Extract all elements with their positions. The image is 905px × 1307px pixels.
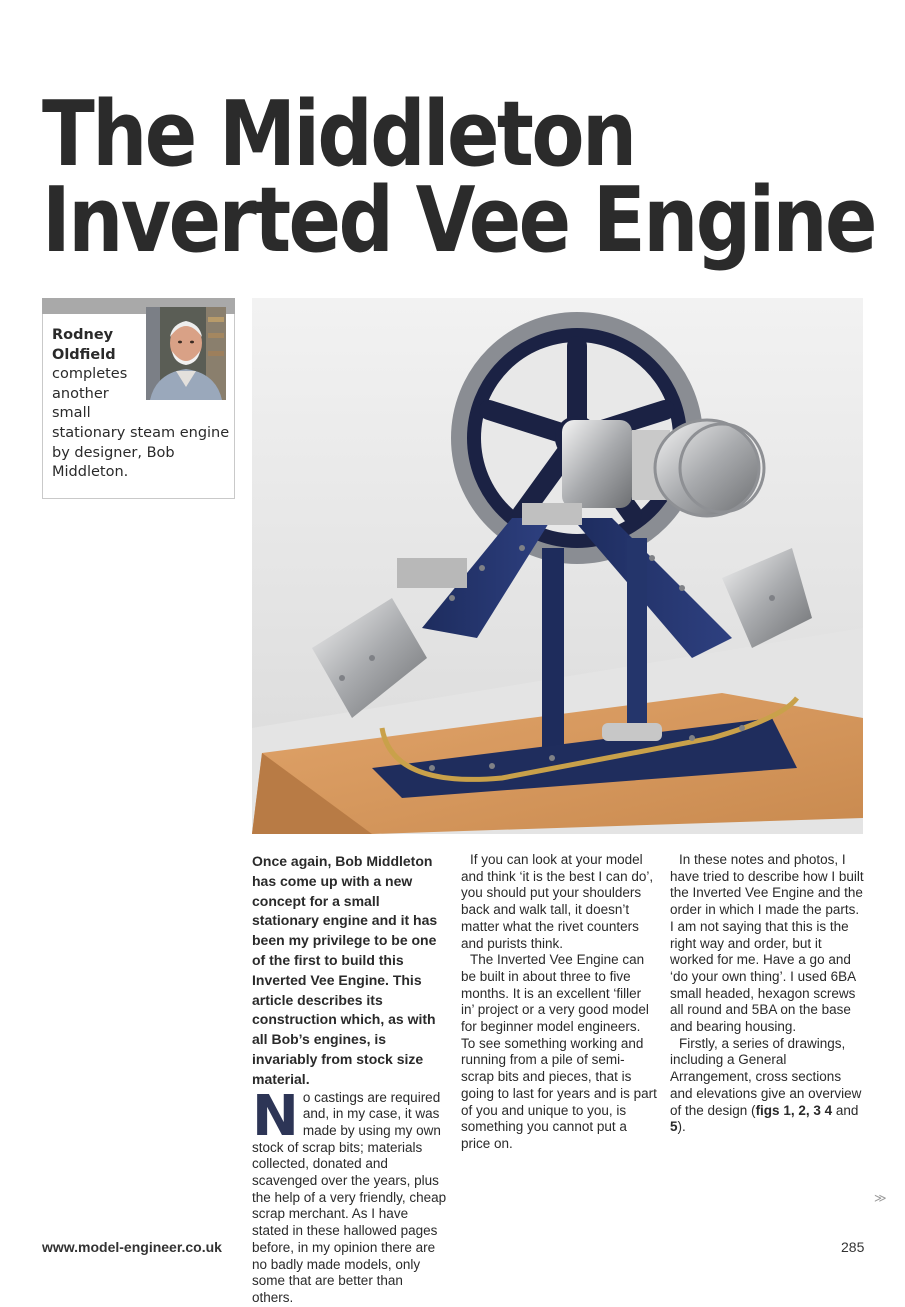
title-line-2: Inverted Vee Engine [42,168,875,273]
body-paragraph-2: If you can look at your model and think ‘it is the best I can do’, you should put your shoulders back and walk tall, it doesn’t matter what the rivet counters and purists think. [461,852,654,951]
p5-and: and [832,1102,859,1118]
page-number: 285 [841,1239,865,1255]
text-column-3 [670,852,865,1136]
figure-ref-5: 5 [670,1119,678,1135]
continue-chevron-icon: ≫ [874,1191,885,1205]
body-paragraph-1-text: o castings are required and, in my case, it was made by using my own stock of scrap bits; materials collected, donated and scavenged over the years, plus the help of a very friendly, cheap scrap merchant. As I have stated in these hallowed pages before, in my opinion there are no badly made models, only some that are better than others. [252,1089,447,1305]
body-paragraph-4: In these notes and photos, I have tried to describe how I built the Inverted Vee Engine and the order in which I made the parts. I am not saying that this is the right way and order, but it worked for me. Have a go and ‘do your own thing’. I used 6BA small headed, hexagon screws all round and 5BA on the base and bearing housing. [670,852,864,1035]
author-blurb [52,326,230,483]
p5-start: Firstly, a series of drawings, including a General Arrangement, cross sections and elevations give an overview of the design ( [670,1035,862,1118]
body-paragraph-3: The Inverted Vee Engine can be built in about three to five months. It is an excellent ‘filler in’ project or a very good model for beginner model engineers. To see something working and running from a pile of semi-scrap bits and pieces, that is going to last for years and is part of you and unique to you, is something you cannot put a price on. [461,952,657,1151]
body-paragraph-5 [670,1036,865,1136]
body-paragraph-1 [252,1083,447,1307]
text-column-2 [461,852,657,1153]
standfirst: Once again, Bob Middleton has come up with a new concept for a small stationary engine and it has been my privilege to be one of the first to build this Inverted Vee Engine. This article describes its construction which, as with all Bob’s engines, is invariably from stock size material. [252,853,438,1087]
p5-end: ). [677,1119,686,1135]
author-name-line-1: Rodney [52,327,114,343]
blurb-line-1: completes [52,366,128,383]
blurb-line-2: another [52,385,109,402]
blurb-line-3: small [52,405,91,422]
title-line-1: The Middleton [42,82,635,187]
author-name-line-2: Oldfield [52,346,116,363]
author-box [42,298,235,499]
text-column-1 [252,852,447,1307]
footer-url: www.model-engineer.co.uk [42,1239,222,1255]
drop-cap: N [252,1083,299,1149]
figure-refs: figs 1, 2, 3 4 [755,1102,833,1118]
engine-photo [252,298,863,834]
article-title [42,82,875,273]
blurb-rest: stationary steam engine by designer, Bob Middleton. [52,424,230,481]
